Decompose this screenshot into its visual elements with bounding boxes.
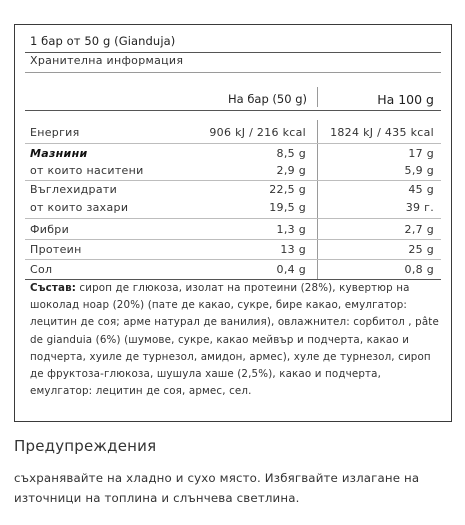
warnings-text: съхранявайте на хладно и сухо място. Избягвайте излагане на източници на топлина и слънчева светлина. [14, 471, 420, 505]
nutrition-row-salt [25, 261, 441, 279]
nutrition-panel [14, 24, 452, 422]
row-name: от които наситени [30, 164, 144, 177]
row-name: Мазнини [30, 147, 88, 160]
warnings-title: Предупреждения [14, 437, 157, 455]
row-value-per-100g: 25 g [408, 243, 434, 256]
row-name: Протеин [30, 243, 82, 256]
nutrition-row-fat [25, 145, 441, 163]
divider [25, 259, 441, 260]
row-value-per-bar: 906 kJ / 216 kcal [209, 126, 306, 139]
row-value-per-bar: 2,9 g [276, 164, 306, 177]
divider [25, 143, 441, 144]
divider [25, 110, 441, 111]
row-value-per-100g: 39 г. [405, 201, 434, 214]
row-value-per-100g: 5,9 g [404, 164, 434, 177]
row-value-per-100g: 1824 kJ / 435 kcal [330, 126, 434, 139]
ingredients-label: Състав: [30, 282, 76, 294]
row-name: Фибри [30, 223, 70, 236]
column-header-per-100g: На 100 g [377, 92, 434, 107]
divider [25, 218, 441, 219]
divider [25, 52, 441, 53]
row-value-per-bar: 0,4 g [276, 263, 306, 276]
nutrition-subtitle: Хранителна информация [30, 54, 184, 67]
nutrition-row-sugars [25, 199, 441, 217]
row-value-per-100g: 0,8 g [404, 263, 434, 276]
row-value-per-bar: 22,5 g [269, 183, 306, 196]
row-value-per-100g: 17 g [408, 147, 434, 160]
column-header-per-bar: На бар (50 g) [227, 92, 307, 106]
row-value-per-100g: 2,7 g [404, 223, 434, 236]
row-name: Енергия [30, 126, 80, 139]
row-name: Сол [30, 263, 53, 276]
row-value-per-100g: 45 g [408, 183, 434, 196]
nutrition-row-protein [25, 241, 441, 259]
row-value-per-bar: 13 g [280, 243, 306, 256]
serving-title: 1 бар от 50 g (Gianduja) [30, 34, 176, 48]
row-name: от които захари [30, 201, 129, 214]
ingredients-text [30, 280, 440, 400]
row-value-per-bar: 1,3 g [276, 223, 306, 236]
nutrition-row-energy [25, 124, 441, 142]
nutrition-row-fibre [25, 221, 441, 239]
nutrition-row-saturated [25, 162, 441, 180]
divider [25, 239, 441, 240]
column-separator [317, 87, 318, 107]
ingredients-list: сироп де глюкоза, изолат на протеини (28%), кувертюр на шоколад ноар (20%) (пате де какао, сукре, бире какао, емулгатор: лецитин де соя; арме натурал де ванилия), овлажнител: сорбитол , pâte de gianduia (6%) (шумове, сукре, какао мейвър и подчерта, какао и подчерта, хуиле де турнезол, амидон, армес), хуле де турнезол, сироп де фруктоза-глюкоза, шушула хаше (2,5%), какао и подчерта, емулгатор: лецитин де соя, армес, сел. [30, 282, 439, 398]
row-value-per-bar: 19,5 g [269, 201, 306, 214]
row-name: Въглехидрати [30, 183, 118, 196]
row-value-per-bar: 8,5 g [276, 147, 306, 160]
divider [25, 72, 441, 73]
nutrition-row-carbs [25, 181, 441, 199]
